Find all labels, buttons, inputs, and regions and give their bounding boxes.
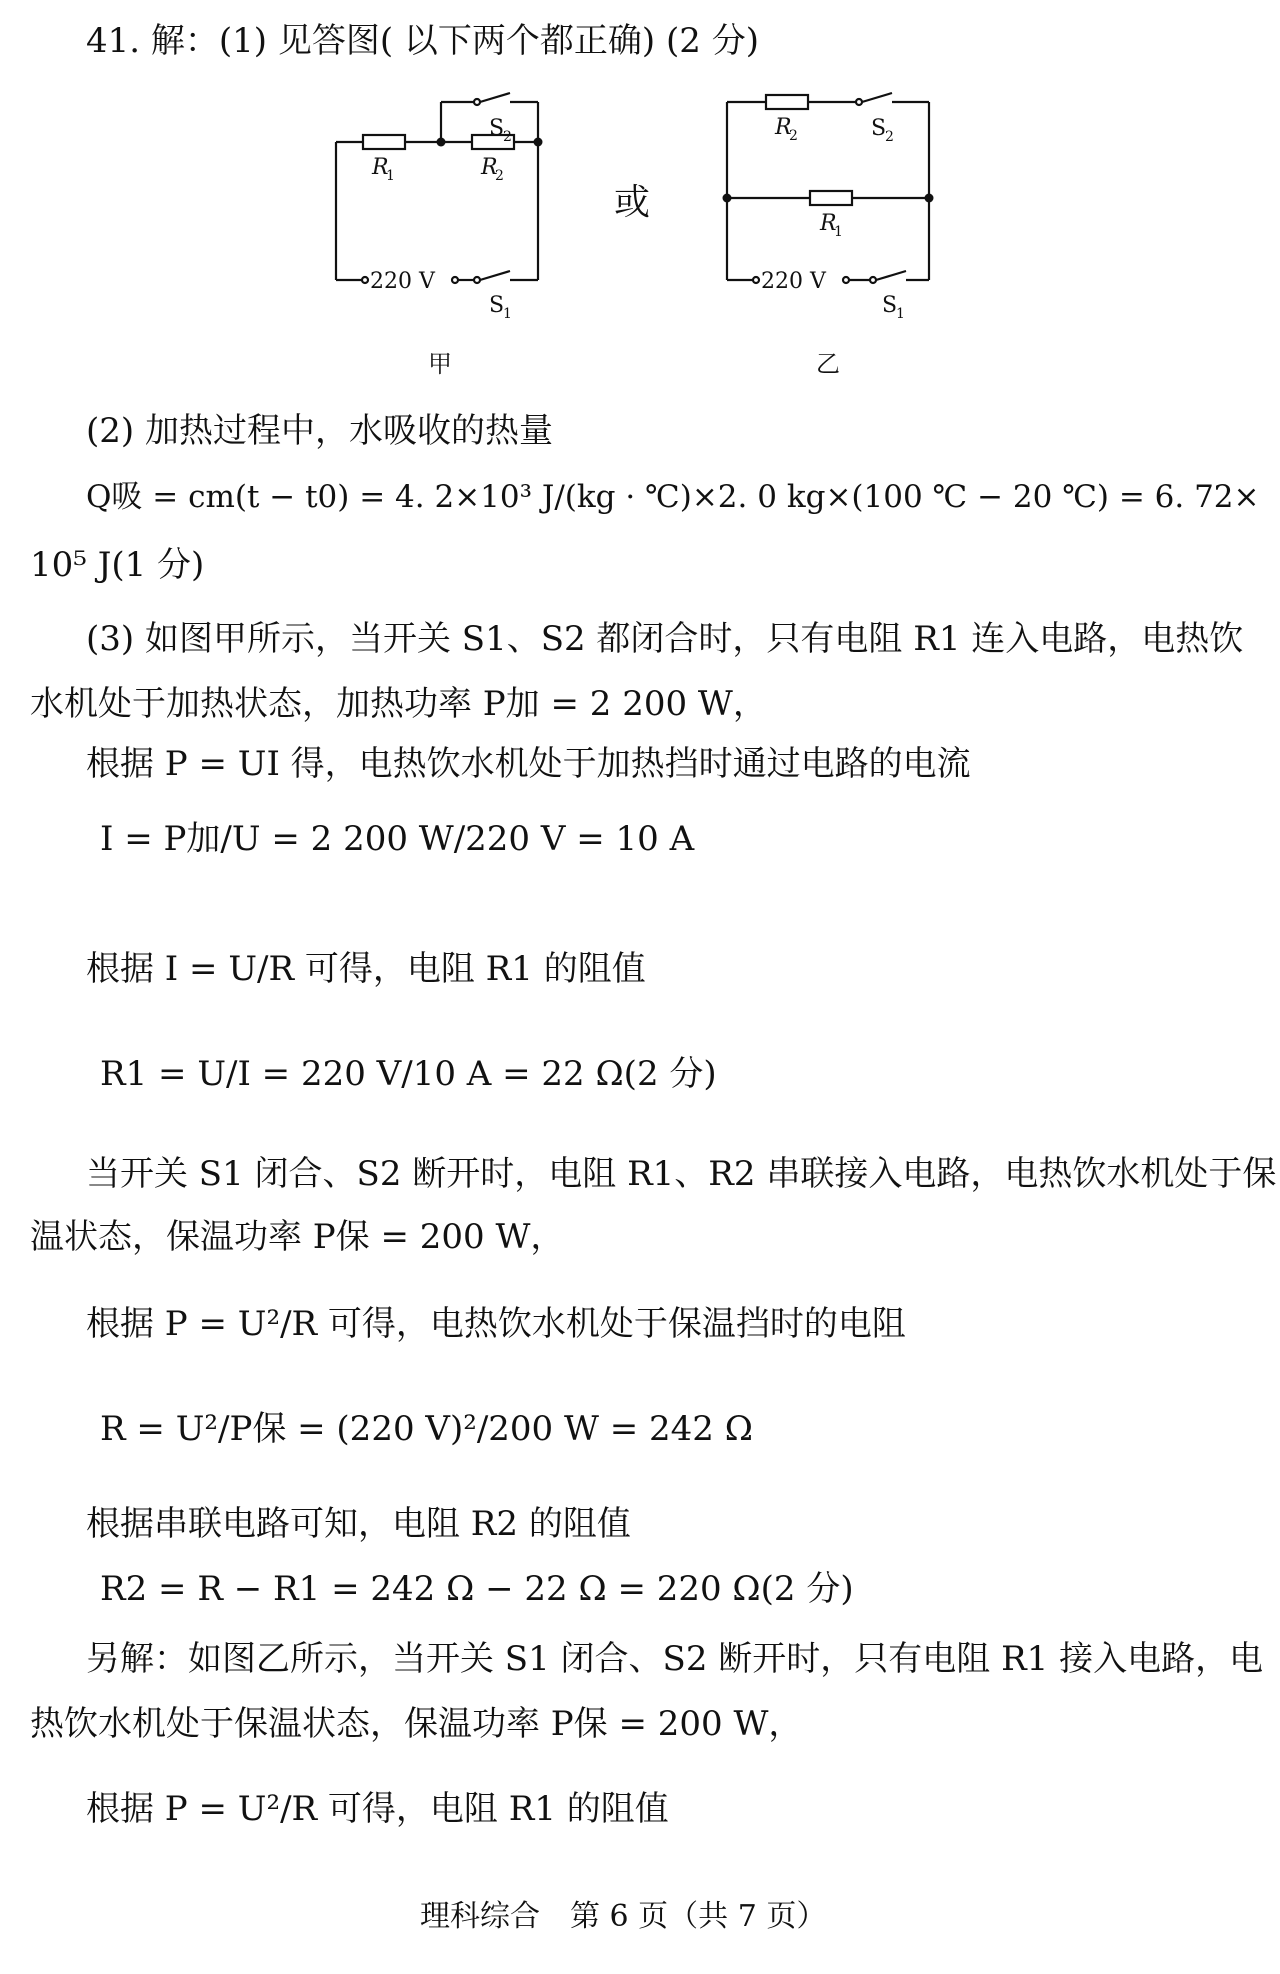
answer-heading: 41. 解：(1) 见答图( 以下两个都正确) (2 分)	[86, 21, 759, 61]
circuit-diagrams	[0, 80, 1280, 400]
switch-s1-yi	[876, 271, 906, 280]
svg-text:甲: 甲	[428, 350, 452, 378]
part3-line3: 根据 P = UI 得，电热饮水机处于加热挡时通过电路的电流	[86, 744, 971, 784]
svg-text:R: R	[820, 211, 837, 236]
alt-line3: 根据 P = U²/R 可得，电阻 R1 的阻值	[86, 1789, 669, 1829]
svg-text:1: 1	[896, 306, 905, 322]
switch-s1-jia	[480, 271, 510, 280]
svg-text:1: 1	[834, 224, 843, 240]
svg-text:220 V: 220 V	[370, 269, 435, 294]
part3-line2: 水机处于加热状态，加热功率 P加 = 2 200 W，	[30, 684, 767, 724]
svg-text:2: 2	[789, 128, 798, 144]
page-footer: 理科综合 第 6 页（共 7 页）	[420, 1899, 827, 1934]
svg-text:R: R	[481, 155, 498, 180]
part3-line4: 根据 I = U/R 可得，电阻 R1 的阻值	[86, 949, 646, 989]
part3-line6: 温状态，保温功率 P保 = 200 W，	[30, 1217, 565, 1257]
part3-line7: 根据 P = U²/R 可得，电热饮水机处于保温挡时的电阻	[86, 1304, 906, 1344]
alt-line1: 另解：如图乙所示，当开关 S1 闭合、S2 断开时，只有电阻 R1 接入电路，电	[86, 1639, 1264, 1679]
resistor-r1-jia	[363, 135, 405, 149]
svg-text:S: S	[882, 293, 898, 318]
r-total-equation: R = U²/P保 = (220 V)²/200 W = 242 Ω	[100, 1409, 753, 1449]
svg-text:S: S	[871, 116, 887, 141]
svg-text:S: S	[489, 116, 505, 141]
alt-line2: 热饮水机处于保温状态，保温功率 P保 = 200 W，	[30, 1704, 803, 1744]
switch-s2-yi	[862, 93, 892, 102]
svg-text:乙: 乙	[816, 350, 840, 378]
svg-text:220 V: 220 V	[761, 269, 826, 294]
svg-text:2: 2	[503, 129, 512, 145]
switch-s2-jia	[480, 93, 510, 102]
svg-text:1: 1	[386, 168, 395, 184]
svg-text:或: 或	[614, 182, 651, 223]
part3-line1: (3) 如图甲所示，当开关 S1、S2 都闭合时，只有电阻 R1 连入电路，电热饮	[86, 619, 1244, 659]
current-equation: I = P加/U = 2 200 W/220 V = 10 A	[100, 819, 695, 859]
part2-heading: (2) 加热过程中，水吸收的热量	[86, 411, 553, 451]
svg-text:S: S	[489, 293, 505, 318]
resistor-r2-yi	[766, 95, 808, 109]
resistor-r1-yi	[810, 191, 852, 205]
svg-text:2: 2	[885, 129, 894, 145]
heat-equation-cont: 10⁵ J(1 分)	[30, 545, 205, 585]
svg-text:2: 2	[495, 168, 504, 184]
r2-equation: R2 = R − R1 = 242 Ω − 22 Ω = 220 Ω(2 分)	[100, 1569, 854, 1609]
heat-equation: Q吸 = cm(t − t0) = 4. 2×10³ J/(kg · ℃)×2. 0 kg×(100 ℃ − 20 ℃) = 6. 72×	[86, 479, 1260, 515]
part3-line5: 当开关 S1 闭合、S2 断开时，电阻 R1、R2 串联接入电路，电热饮水机处于保	[86, 1154, 1277, 1194]
svg-text:1: 1	[503, 306, 512, 322]
svg-text:R: R	[775, 115, 792, 140]
part3-line8: 根据串联电路可知，电阻 R2 的阻值	[86, 1504, 631, 1544]
r1-equation: R1 = U/I = 220 V/10 A = 22 Ω(2 分)	[100, 1054, 717, 1094]
svg-text:R: R	[372, 155, 389, 180]
